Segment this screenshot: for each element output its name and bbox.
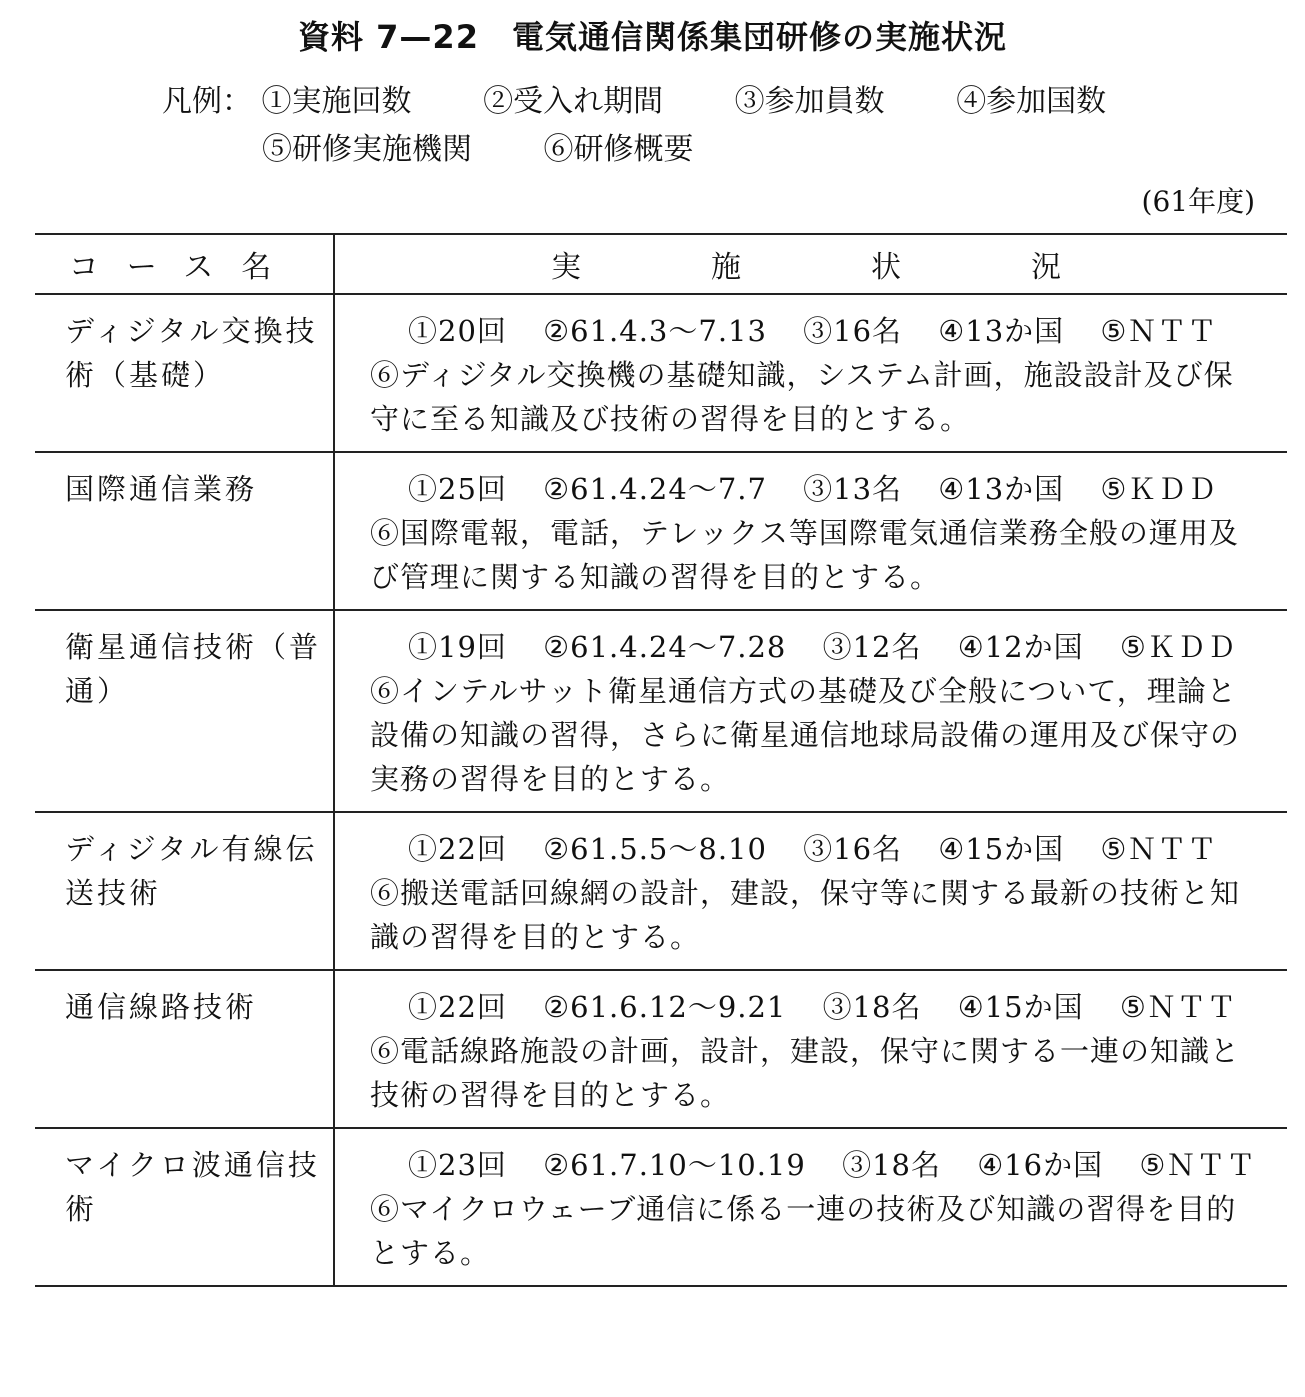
legend-lead: 凡例： xyxy=(162,84,252,119)
legend-item-5: ⑤研修実施機関 xyxy=(262,132,472,167)
times: ①25回 xyxy=(408,472,507,506)
period: ②61.4.24～7.7 xyxy=(543,472,767,506)
times: ①22回 xyxy=(408,832,507,866)
period: ②61.4.3～7.13 xyxy=(543,314,767,348)
summary: ⑥搬送電話回線網の設計，建設，保守等に関する最新の技術と知識の習得を目的とする。 xyxy=(370,876,1241,954)
legend-item-3: ③参加員数 xyxy=(734,84,885,119)
status-cell xyxy=(334,452,1287,610)
table-header-row xyxy=(35,234,1287,294)
institution: ⑤ＮＴＴ xyxy=(1139,1148,1257,1182)
table-row xyxy=(35,812,1287,970)
status-cell xyxy=(334,610,1287,812)
legend-line-2 xyxy=(262,124,756,168)
summary: ⑥インテルサット衛星通信方式の基礎及び全般について，理論と設備の知識の習得，さらに衛星通信地球局設備の運用及び保守の実務の習得を目的とする。 xyxy=(370,674,1241,796)
status-cell xyxy=(334,294,1287,452)
period: ②61.5.5～8.10 xyxy=(543,832,767,866)
times: ①20回 xyxy=(408,314,507,348)
times: ①19回 xyxy=(408,630,507,664)
summary: ⑥ディジタル交換機の基礎知識，システム計画，施設設計及び保守に至る知識及び技術の習得を目的とする。 xyxy=(370,358,1234,436)
facts-line xyxy=(370,827,1257,871)
institution: ⑤ＫＤＤ xyxy=(1100,472,1218,506)
facts-line xyxy=(370,309,1257,353)
times: ①23回 xyxy=(408,1148,507,1182)
participants: ③12名 xyxy=(822,630,922,664)
participants: ③18名 xyxy=(822,990,922,1024)
summary: ⑥電話線路施設の計画，設計，建設，保守に関する一連の知識と技術の習得を目的とする。 xyxy=(370,1034,1241,1112)
status-cell xyxy=(334,970,1287,1128)
countries: ④15か国 xyxy=(957,990,1084,1024)
institution: ⑤ＮＴＴ xyxy=(1119,990,1237,1024)
course-name: ディジタル交換技術（基礎） xyxy=(35,294,334,452)
status-cell xyxy=(334,1128,1287,1286)
course-name: 通信線路技術 xyxy=(35,970,334,1128)
training-table xyxy=(35,233,1287,1287)
countries: ④16か国 xyxy=(977,1148,1104,1182)
summary: ⑥国際電報，電話，テレックス等国際電気通信業務全般の運用及び管理に関する知識の習得を目的とする。 xyxy=(370,516,1239,594)
institution: ⑤ＫＤＤ xyxy=(1119,630,1237,664)
countries: ④15か国 xyxy=(938,832,1065,866)
times: ①22回 xyxy=(408,990,507,1024)
summary: ⑥マイクロウェーブ通信に係る一連の技術及び知識の習得を目的とする。 xyxy=(370,1192,1237,1270)
legend-item-1: ①実施回数 xyxy=(261,84,412,119)
institution: ⑤ＮＴＴ xyxy=(1100,314,1218,348)
period: ②61.6.12～9.21 xyxy=(543,990,787,1024)
facts-line xyxy=(370,467,1257,511)
period: ②61.7.10～10.19 xyxy=(543,1148,806,1182)
table-row xyxy=(35,970,1287,1128)
facts-line xyxy=(370,985,1257,1029)
header-status: 実施状況 xyxy=(334,234,1287,294)
status-cell xyxy=(334,812,1287,970)
course-name: 衛星通信技術（普通） xyxy=(35,610,334,812)
institution: ⑤ＮＴＴ xyxy=(1100,832,1218,866)
table-row xyxy=(35,294,1287,452)
facts-line xyxy=(370,625,1257,669)
table-row xyxy=(35,452,1287,610)
legend-line-1 xyxy=(162,76,1168,120)
legend-item-6: ⑥研修概要 xyxy=(543,132,694,167)
fiscal-year-note: (61年度) xyxy=(1141,185,1255,218)
countries: ④13か国 xyxy=(938,472,1065,506)
course-name: 国際通信業務 xyxy=(35,452,334,610)
legend-item-2: ②受入れ期間 xyxy=(483,84,664,119)
course-name: ディジタル有線伝送技術 xyxy=(35,812,334,970)
course-name: マイクロ波通信技術 xyxy=(35,1128,334,1286)
facts-line xyxy=(370,1143,1257,1187)
legend-item-4: ④参加国数 xyxy=(956,84,1107,119)
document-title: 資料 7—22 電気通信関係集団研修の実施状況 xyxy=(298,18,1007,56)
participants: ③16名 xyxy=(803,832,903,866)
period: ②61.4.24～7.28 xyxy=(543,630,787,664)
table-row xyxy=(35,610,1287,812)
countries: ④12か国 xyxy=(957,630,1084,664)
participants: ③13名 xyxy=(803,472,903,506)
participants: ③16名 xyxy=(803,314,903,348)
participants: ③18名 xyxy=(842,1148,941,1182)
countries: ④13か国 xyxy=(938,314,1065,348)
header-course: コース名 xyxy=(35,234,334,294)
table-row xyxy=(35,1128,1287,1286)
